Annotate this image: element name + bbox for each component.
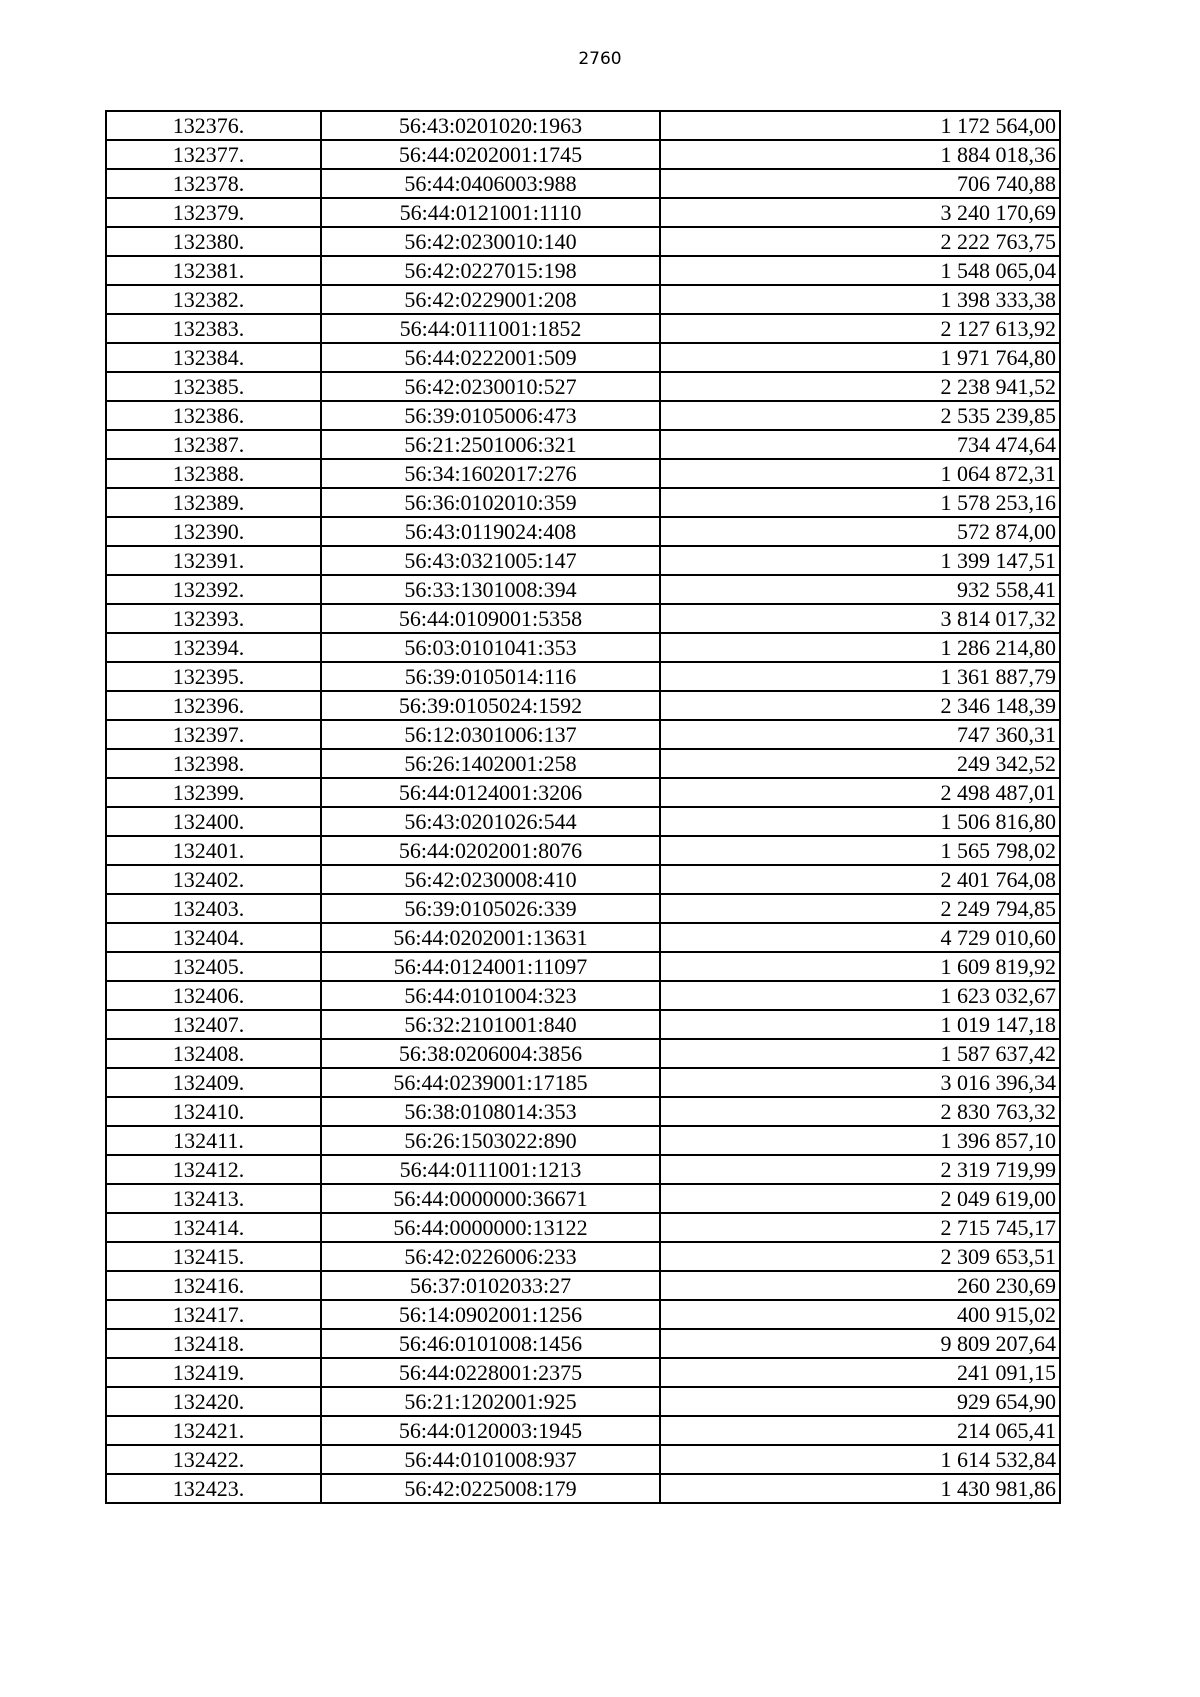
row-number-cell: 132383. — [106, 314, 321, 343]
table-row — [106, 720, 1060, 749]
records-table — [105, 110, 1061, 1504]
cadastral-number-cell: 56:43:0119024:408 — [321, 517, 660, 546]
cadastral-number-cell: 56:42:0230010:527 — [321, 372, 660, 401]
cadastral-number-cell: 56:44:0120003:1945 — [321, 1416, 660, 1445]
value-cell: 1 019 147,18 — [660, 1010, 1060, 1039]
table-row — [106, 1358, 1060, 1387]
row-number-cell: 132408. — [106, 1039, 321, 1068]
row-number-cell: 132389. — [106, 488, 321, 517]
row-number-cell: 132410. — [106, 1097, 321, 1126]
value-cell: 734 474,64 — [660, 430, 1060, 459]
value-cell: 1 430 981,86 — [660, 1474, 1060, 1503]
cadastral-number-cell: 56:44:0109001:5358 — [321, 604, 660, 633]
table-row — [106, 836, 1060, 865]
table-row — [106, 952, 1060, 981]
row-number-cell: 132421. — [106, 1416, 321, 1445]
row-number-cell: 132422. — [106, 1445, 321, 1474]
table-row — [106, 1445, 1060, 1474]
cadastral-number-cell: 56:42:0230010:140 — [321, 227, 660, 256]
value-cell: 9 809 207,64 — [660, 1329, 1060, 1358]
row-number-cell: 132411. — [106, 1126, 321, 1155]
table-row — [106, 198, 1060, 227]
row-number-cell: 132395. — [106, 662, 321, 691]
cadastral-number-cell: 56:12:0301006:137 — [321, 720, 660, 749]
cadastral-number-cell: 56:42:0225008:179 — [321, 1474, 660, 1503]
cadastral-number-cell: 56:34:1602017:276 — [321, 459, 660, 488]
table-row — [106, 140, 1060, 169]
row-number-cell: 132382. — [106, 285, 321, 314]
value-cell: 1 286 214,80 — [660, 633, 1060, 662]
row-number-cell: 132417. — [106, 1300, 321, 1329]
row-number-cell: 132386. — [106, 401, 321, 430]
table-row — [106, 575, 1060, 604]
table-row — [106, 169, 1060, 198]
cadastral-number-cell: 56:26:1503022:890 — [321, 1126, 660, 1155]
table-row — [106, 662, 1060, 691]
value-cell: 260 230,69 — [660, 1271, 1060, 1300]
value-cell: 3 016 396,34 — [660, 1068, 1060, 1097]
value-cell: 1 614 532,84 — [660, 1445, 1060, 1474]
cadastral-number-cell: 56:32:2101001:840 — [321, 1010, 660, 1039]
cadastral-number-cell: 56:44:0222001:509 — [321, 343, 660, 372]
row-number-cell: 132385. — [106, 372, 321, 401]
value-cell: 2 309 653,51 — [660, 1242, 1060, 1271]
row-number-cell: 132377. — [106, 140, 321, 169]
value-cell: 1 548 065,04 — [660, 256, 1060, 285]
table-row — [106, 256, 1060, 285]
cadastral-number-cell: 56:44:0124001:11097 — [321, 952, 660, 981]
cadastral-number-cell: 56:43:0321005:147 — [321, 546, 660, 575]
cadastral-number-cell: 56:39:0105014:116 — [321, 662, 660, 691]
row-number-cell: 132378. — [106, 169, 321, 198]
cadastral-number-cell: 56:38:0108014:353 — [321, 1097, 660, 1126]
value-cell: 1 172 564,00 — [660, 111, 1060, 140]
table-row — [106, 1039, 1060, 1068]
cadastral-number-cell: 56:03:0101041:353 — [321, 633, 660, 662]
value-cell: 1 398 333,38 — [660, 285, 1060, 314]
table-row — [106, 604, 1060, 633]
cadastral-number-cell: 56:44:0000000:13122 — [321, 1213, 660, 1242]
table-row — [106, 1387, 1060, 1416]
cadastral-number-cell: 56:21:1202001:925 — [321, 1387, 660, 1416]
cadastral-number-cell: 56:44:0124001:3206 — [321, 778, 660, 807]
value-cell: 2 049 619,00 — [660, 1184, 1060, 1213]
value-cell: 1 064 872,31 — [660, 459, 1060, 488]
table-row — [106, 807, 1060, 836]
table-row — [106, 633, 1060, 662]
cadastral-number-cell: 56:36:0102010:359 — [321, 488, 660, 517]
table-row — [106, 778, 1060, 807]
value-cell: 1 506 816,80 — [660, 807, 1060, 836]
value-cell: 572 874,00 — [660, 517, 1060, 546]
table-row — [106, 981, 1060, 1010]
value-cell: 1 578 253,16 — [660, 488, 1060, 517]
row-number-cell: 132380. — [106, 227, 321, 256]
cadastral-number-cell: 56:44:0000000:36671 — [321, 1184, 660, 1213]
table-row — [106, 111, 1060, 140]
table-row — [106, 372, 1060, 401]
row-number-cell: 132398. — [106, 749, 321, 778]
row-number-cell: 132416. — [106, 1271, 321, 1300]
value-cell: 929 654,90 — [660, 1387, 1060, 1416]
value-cell: 706 740,88 — [660, 169, 1060, 198]
cadastral-number-cell: 56:26:1402001:258 — [321, 749, 660, 778]
cadastral-number-cell: 56:44:0121001:1110 — [321, 198, 660, 227]
cadastral-number-cell: 56:44:0228001:2375 — [321, 1358, 660, 1387]
value-cell: 2 238 941,52 — [660, 372, 1060, 401]
cadastral-number-cell: 56:42:0229001:208 — [321, 285, 660, 314]
cadastral-number-cell: 56:44:0202001:8076 — [321, 836, 660, 865]
cadastral-number-cell: 56:38:0206004:3856 — [321, 1039, 660, 1068]
row-number-cell: 132394. — [106, 633, 321, 662]
cadastral-number-cell: 56:39:0105024:1592 — [321, 691, 660, 720]
table-row — [106, 1416, 1060, 1445]
value-cell: 2 830 763,32 — [660, 1097, 1060, 1126]
value-cell: 2 535 239,85 — [660, 401, 1060, 430]
table-row — [106, 1068, 1060, 1097]
row-number-cell: 132402. — [106, 865, 321, 894]
cadastral-number-cell: 56:42:0227015:198 — [321, 256, 660, 285]
cadastral-number-cell: 56:43:0201026:544 — [321, 807, 660, 836]
row-number-cell: 132403. — [106, 894, 321, 923]
cadastral-number-cell: 56:44:0101004:323 — [321, 981, 660, 1010]
row-number-cell: 132412. — [106, 1155, 321, 1184]
row-number-cell: 132388. — [106, 459, 321, 488]
row-number-cell: 132409. — [106, 1068, 321, 1097]
table-row — [106, 1242, 1060, 1271]
row-number-cell: 132405. — [106, 952, 321, 981]
row-number-cell: 132387. — [106, 430, 321, 459]
table-row — [106, 314, 1060, 343]
table-row — [106, 1213, 1060, 1242]
value-cell: 2 249 794,85 — [660, 894, 1060, 923]
table-row — [106, 865, 1060, 894]
table-row — [106, 1271, 1060, 1300]
value-cell: 932 558,41 — [660, 575, 1060, 604]
row-number-cell: 132406. — [106, 981, 321, 1010]
table-row — [106, 227, 1060, 256]
value-cell: 1 884 018,36 — [660, 140, 1060, 169]
table-row — [106, 488, 1060, 517]
cadastral-number-cell: 56:21:2501006:321 — [321, 430, 660, 459]
value-cell: 214 065,41 — [660, 1416, 1060, 1445]
row-number-cell: 132400. — [106, 807, 321, 836]
value-cell: 241 091,15 — [660, 1358, 1060, 1387]
value-cell: 4 729 010,60 — [660, 923, 1060, 952]
value-cell: 2 401 764,08 — [660, 865, 1060, 894]
cadastral-number-cell: 56:42:0230008:410 — [321, 865, 660, 894]
row-number-cell: 132404. — [106, 923, 321, 952]
value-cell: 1 587 637,42 — [660, 1039, 1060, 1068]
value-cell: 400 915,02 — [660, 1300, 1060, 1329]
cadastral-number-cell: 56:44:0239001:17185 — [321, 1068, 660, 1097]
value-cell: 1 565 798,02 — [660, 836, 1060, 865]
row-number-cell: 132413. — [106, 1184, 321, 1213]
value-cell: 2 346 148,39 — [660, 691, 1060, 720]
table-row — [106, 517, 1060, 546]
table-row — [106, 459, 1060, 488]
cadastral-number-cell: 56:33:1301008:394 — [321, 575, 660, 604]
table-row — [106, 1474, 1060, 1503]
page-number: 2760 — [578, 49, 622, 69]
value-cell: 3 814 017,32 — [660, 604, 1060, 633]
row-number-cell: 132376. — [106, 111, 321, 140]
table-row — [106, 749, 1060, 778]
cadastral-number-cell: 56:44:0111001:1213 — [321, 1155, 660, 1184]
table-row — [106, 546, 1060, 575]
value-cell: 2 715 745,17 — [660, 1213, 1060, 1242]
row-number-cell: 132420. — [106, 1387, 321, 1416]
cadastral-number-cell: 56:39:0105026:339 — [321, 894, 660, 923]
row-number-cell: 132399. — [106, 778, 321, 807]
value-cell: 2 127 613,92 — [660, 314, 1060, 343]
table-row — [106, 1184, 1060, 1213]
cadastral-number-cell: 56:46:0101008:1456 — [321, 1329, 660, 1358]
table-row — [106, 1329, 1060, 1358]
table-row — [106, 923, 1060, 952]
cadastral-number-cell: 56:44:0101008:937 — [321, 1445, 660, 1474]
row-number-cell: 132381. — [106, 256, 321, 285]
value-cell: 1 399 147,51 — [660, 546, 1060, 575]
table-row — [106, 430, 1060, 459]
row-number-cell: 132391. — [106, 546, 321, 575]
table-row — [106, 1010, 1060, 1039]
cadastral-number-cell: 56:39:0105006:473 — [321, 401, 660, 430]
value-cell: 747 360,31 — [660, 720, 1060, 749]
value-cell: 1 971 764,80 — [660, 343, 1060, 372]
row-number-cell: 132418. — [106, 1329, 321, 1358]
row-number-cell: 132419. — [106, 1358, 321, 1387]
cadastral-number-cell: 56:44:0202001:1745 — [321, 140, 660, 169]
cadastral-number-cell: 56:44:0202001:13631 — [321, 923, 660, 952]
row-number-cell: 132392. — [106, 575, 321, 604]
row-number-cell: 132423. — [106, 1474, 321, 1503]
table-row — [106, 1155, 1060, 1184]
table-row — [106, 894, 1060, 923]
row-number-cell: 132407. — [106, 1010, 321, 1039]
table-row — [106, 401, 1060, 430]
row-number-cell: 132390. — [106, 517, 321, 546]
row-number-cell: 132396. — [106, 691, 321, 720]
table-row — [106, 1097, 1060, 1126]
value-cell: 2 498 487,01 — [660, 778, 1060, 807]
value-cell: 249 342,52 — [660, 749, 1060, 778]
row-number-cell: 132401. — [106, 836, 321, 865]
table-row — [106, 1300, 1060, 1329]
records-table-body — [106, 111, 1060, 1503]
value-cell: 1 396 857,10 — [660, 1126, 1060, 1155]
cadastral-number-cell: 56:44:0406003:988 — [321, 169, 660, 198]
value-cell: 1 361 887,79 — [660, 662, 1060, 691]
row-number-cell: 132415. — [106, 1242, 321, 1271]
cadastral-number-cell: 56:43:0201020:1963 — [321, 111, 660, 140]
table-row — [106, 691, 1060, 720]
value-cell: 1 609 819,92 — [660, 952, 1060, 981]
row-number-cell: 132397. — [106, 720, 321, 749]
row-number-cell: 132393. — [106, 604, 321, 633]
cadastral-number-cell: 56:42:0226006:233 — [321, 1242, 660, 1271]
row-number-cell: 132414. — [106, 1213, 321, 1242]
table-row — [106, 343, 1060, 372]
cadastral-number-cell: 56:44:0111001:1852 — [321, 314, 660, 343]
cadastral-number-cell: 56:14:0902001:1256 — [321, 1300, 660, 1329]
value-cell: 3 240 170,69 — [660, 198, 1060, 227]
value-cell: 2 222 763,75 — [660, 227, 1060, 256]
value-cell: 1 623 032,67 — [660, 981, 1060, 1010]
table-row — [106, 1126, 1060, 1155]
value-cell: 2 319 719,99 — [660, 1155, 1060, 1184]
cadastral-number-cell: 56:37:0102033:27 — [321, 1271, 660, 1300]
row-number-cell: 132384. — [106, 343, 321, 372]
row-number-cell: 132379. — [106, 198, 321, 227]
table-row — [106, 285, 1060, 314]
